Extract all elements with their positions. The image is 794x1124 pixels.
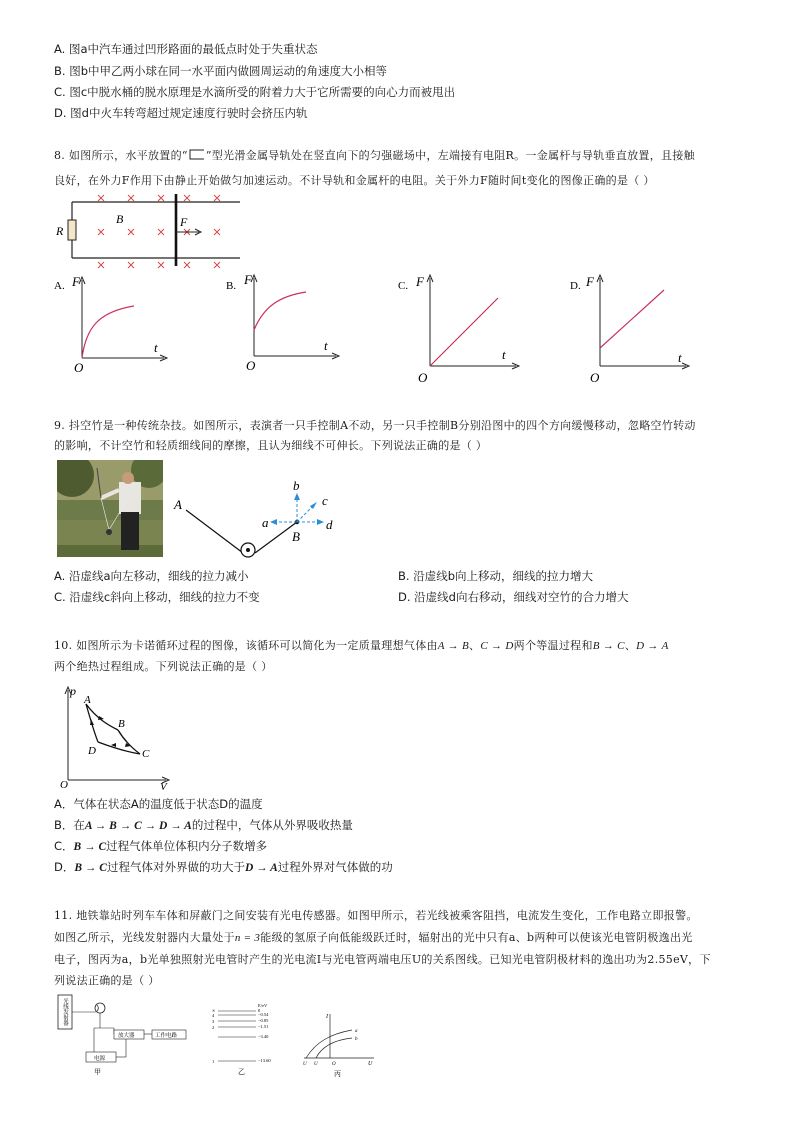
svg-text:4: 4 bbox=[212, 1013, 215, 1018]
diabolo-performer-photo bbox=[57, 460, 163, 557]
prev-option-c: C. 图c中脱水桶的脱水原理是水滴所受的附着力大于它所需要的向心力而被甩出 bbox=[54, 85, 456, 99]
svg-text:C.: C. bbox=[398, 280, 409, 292]
svg-text:b: b bbox=[355, 1037, 358, 1042]
q9-option-c: C. 沿虚线c斜向上移动，细线的拉力不变 bbox=[54, 590, 260, 604]
q8-graph-a bbox=[52, 272, 172, 372]
svg-text:O: O bbox=[418, 370, 428, 385]
svg-text:t: t bbox=[502, 347, 506, 362]
svg-text:O: O bbox=[590, 370, 600, 385]
q11-fig-yi bbox=[210, 1002, 290, 1078]
q9-stem-line1: 9. 抖空竹是一种传统杂技。如图所示，表演者一只手控制A不动，另一只手控制B分别沿图中的四个方向缓慢移动，忽略空竹转动 bbox=[54, 419, 696, 432]
q8-graph-b bbox=[224, 270, 344, 370]
q10-option-d: D．B → C过程气体对外界做的功大于D → A过程外界对气体做的功 bbox=[54, 860, 393, 874]
field-label: B bbox=[116, 212, 124, 226]
svg-text:2: 2 bbox=[212, 1025, 215, 1030]
emitter-label: 光线发射器 bbox=[62, 998, 68, 1026]
svg-text:1: 1 bbox=[212, 1059, 215, 1064]
q9-option-d: D. 沿虚线d向右移动，细线对空竹的合力增大 bbox=[398, 590, 629, 604]
q11-stem-line2: 如图乙所示，光线发射器内大量处于n = 3能级的氢原子向低能级跃迁时，辐射出的光中只有a、b两种可以使该光电管阴极逸出光 bbox=[54, 931, 693, 944]
resistor-label: R bbox=[56, 224, 64, 238]
svg-text:U: U bbox=[368, 1061, 373, 1067]
q9-stem-line2: 的影响，不计空竹和轻质细线间的摩擦，且认为细线不可伸长。下列说法正确的是（ ） bbox=[54, 439, 488, 452]
q8-stem-line1: 8. 如图所示，水平放置的“ ”型光滑金属导轨处在竖直向下的匀强磁场中，左端接有电阻R。一金属杆与导轨垂直放置，且接触 bbox=[54, 149, 695, 162]
svg-text:放大器: 放大器 bbox=[118, 1033, 135, 1039]
svg-text:a: a bbox=[355, 1029, 358, 1034]
rail-shape-icon bbox=[188, 149, 206, 160]
svg-text:t: t bbox=[324, 338, 328, 353]
svg-text:A.: A. bbox=[54, 280, 65, 292]
svg-text:电源: 电源 bbox=[94, 1056, 106, 1062]
svg-text:−1.51: −1.51 bbox=[258, 1024, 269, 1029]
q10-option-b: B．在A → B → C → D → A的过程中，气体从外界吸收热量 bbox=[54, 818, 353, 832]
svg-text:工作电路: 工作电路 bbox=[155, 1033, 178, 1039]
svg-text:V: V bbox=[160, 781, 167, 792]
svg-text:3: 3 bbox=[212, 1019, 215, 1024]
svg-text:d: d bbox=[326, 517, 333, 532]
magnetic-field-crosses bbox=[98, 195, 220, 268]
q11-stem-line4: 列说法正确的是（ ） bbox=[54, 974, 160, 987]
q8-graph-d bbox=[568, 270, 693, 386]
svg-text:O: O bbox=[74, 360, 84, 372]
svg-text:B: B bbox=[118, 718, 125, 730]
svg-text:F: F bbox=[72, 274, 80, 289]
svg-text:A: A bbox=[84, 694, 91, 706]
svg-text:−13.60: −13.60 bbox=[258, 1058, 271, 1063]
svg-text:丙: 丙 bbox=[334, 1070, 341, 1078]
q9-diagram bbox=[172, 476, 342, 566]
svg-text:t: t bbox=[154, 340, 158, 355]
svg-text:D: D bbox=[88, 745, 96, 757]
graph-a-curve bbox=[82, 306, 134, 358]
svg-text:F: F bbox=[586, 274, 594, 289]
svg-text:−0.54: −0.54 bbox=[258, 1012, 269, 1017]
svg-text:∞: ∞ bbox=[212, 1008, 216, 1013]
svg-text:t: t bbox=[678, 350, 682, 365]
q9-option-b: B. 沿虚线b向上移动，细线的拉力增大 bbox=[398, 569, 593, 583]
q11-fig-bing bbox=[300, 1010, 380, 1078]
q10-carnot-pv-diagram bbox=[58, 682, 176, 792]
q8-circuit-figure bbox=[54, 190, 244, 272]
svg-text:c: c bbox=[322, 493, 328, 508]
svg-text:0: 0 bbox=[258, 1008, 261, 1013]
svg-text:C: C bbox=[142, 748, 150, 760]
svg-text:U: U bbox=[314, 1062, 318, 1067]
svg-text:U: U bbox=[303, 1062, 307, 1067]
q10-option-c: C．B → C过程气体单位体积内分子数增多 bbox=[54, 839, 268, 853]
svg-text:A: A bbox=[174, 497, 182, 512]
svg-text:p: p bbox=[70, 684, 76, 698]
q10-option-a: A．气体在状态A的温度低于状态D的温度 bbox=[54, 797, 263, 811]
svg-text:b: b bbox=[293, 478, 300, 493]
svg-text:O: O bbox=[246, 358, 256, 370]
graph-d-line bbox=[600, 290, 664, 348]
force-label: F bbox=[180, 215, 188, 229]
q9-option-a: A. 沿虚线a向左移动，细线的拉力减小 bbox=[54, 569, 249, 583]
svg-text:−3.40: −3.40 bbox=[258, 1034, 269, 1039]
svg-text:−0.85: −0.85 bbox=[258, 1018, 269, 1023]
svg-text:D.: D. bbox=[570, 280, 581, 292]
graph-c-line bbox=[430, 298, 498, 366]
svg-text:E/eV: E/eV bbox=[258, 1003, 268, 1008]
phototube-icon bbox=[95, 1003, 105, 1013]
svg-text:甲: 甲 bbox=[94, 1068, 101, 1076]
svg-text:a: a bbox=[262, 515, 269, 530]
svg-text:F: F bbox=[244, 272, 252, 287]
q8-graph-c bbox=[396, 270, 521, 386]
svg-text:I: I bbox=[326, 1014, 328, 1020]
q11-stem-line1: 11. 地铁靠站时列车车体和屏蔽门之间安装有光电传感器。如图甲所示，若光线被乘客阻挡，电流发生变化，工作电路立即报警。 bbox=[54, 909, 698, 922]
q8-stem-line2: 良好，在外力F作用下由静止开始做匀加速运动。不计导轨和金属杆的电阻。关于外力F随时间t变化的图像正确的是（ ） bbox=[54, 174, 655, 187]
graph-b-curve bbox=[254, 292, 306, 330]
prev-option-a: A. 图a中汽车通过凹形路面的最低点时处于失重状态 bbox=[54, 42, 318, 56]
svg-text:F: F bbox=[416, 274, 424, 289]
prev-option-d: D. 图d中火车转弯超过规定速度行驶时会挤压内轨 bbox=[54, 106, 308, 120]
q11-fig-jia bbox=[56, 992, 196, 1078]
svg-text:B: B bbox=[292, 529, 300, 544]
svg-text:B.: B. bbox=[226, 280, 237, 292]
prev-option-b: B. 图b中甲乙两小球在同一水平面内做圆周运动的角速度大小相等 bbox=[54, 64, 387, 78]
q10-stem-line2: 两个绝热过程组成。下列说法正确的是（ ） bbox=[54, 660, 273, 673]
svg-text:O: O bbox=[60, 779, 68, 791]
svg-text:乙: 乙 bbox=[238, 1068, 245, 1076]
q11-stem-line3: 电子，图丙为a，b光单独照射光电管时产生的光电流I与光电管两端电压U的关系图线。已知光电管阴极材料的逸出功为2.55eV，下 bbox=[54, 953, 711, 966]
q10-stem-line1: 10. 如图所示为卡诺循环过程的图像，该循环可以简化为一定质量理想气体由A → B、C → D两个等温过程和B → C、D → A bbox=[54, 639, 669, 652]
svg-text:O: O bbox=[332, 1062, 336, 1067]
